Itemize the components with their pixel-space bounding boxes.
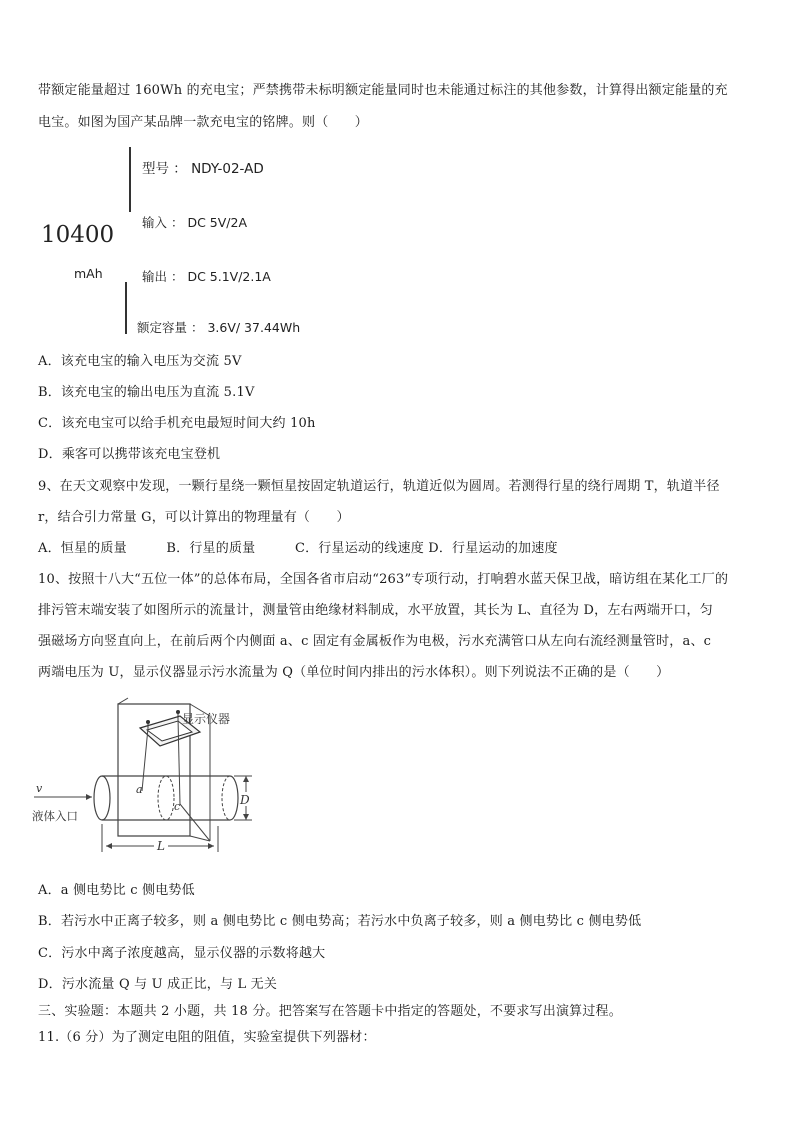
q9-options: A．恒星的质量 B．行星的质量 C．行星运动的线速度 D．行星运动的加速度 xyxy=(38,541,558,556)
q10-stem-line-3: 强磁场方向竖直向上，在前后两个内侧面 a、c 固定有金属板作为电极，污水充满管口从左向右流经测量管时，a、c xyxy=(38,634,712,649)
nameplate-divider-top xyxy=(129,147,131,212)
measuring-pipe xyxy=(94,776,238,820)
velocity-label: v xyxy=(36,782,43,795)
q8-option-d: D．乘客可以携带该充电宝登机 xyxy=(38,447,221,462)
display-instrument-label: 显示仪器 xyxy=(182,712,231,726)
q8-option-b: B．该充电宝的输出电压为直流 5.1V xyxy=(38,385,255,400)
q10-option-c: C．污水中离子浓度越高，显示仪器的示数将越大 xyxy=(38,946,326,961)
q8-option-a: A．该充电宝的输入电压为交流 5V xyxy=(38,354,242,369)
electrode-c-label: c xyxy=(174,800,181,813)
q10-stem-line-2: 排污管末端安装了如图所示的流量计，测量管由绝缘材料制成，水平放置，其长为 L、直径为 D，左右两端开口，匀 xyxy=(38,603,713,618)
flowmeter-figure xyxy=(30,696,260,866)
nameplate-output: 输出 ： DC 5.1V/2.1A xyxy=(142,269,271,284)
q8-option-c: C．该充电宝可以给手机充电最短时间大约 10h xyxy=(38,416,316,431)
q10-option-d: D．污水流量 Q 与 U 成正比，与 L 无关 xyxy=(38,977,278,992)
nameplate-capacity-number: 10400 xyxy=(41,222,115,248)
length-label: L xyxy=(157,839,165,853)
liquid-inlet-label: 液体入口 xyxy=(32,809,78,823)
nameplate-capacity-unit: mAh xyxy=(74,266,103,281)
nameplate-model: 型号 ： NDY-02-AD xyxy=(142,161,264,177)
nameplate-input: 输入 ： DC 5V/2A xyxy=(142,215,247,230)
q9-stem-line-1: 9、在天文观察中发现，一颗行星绕一颗恒星按固定轨道运行，轨道近似为圆周。若测得行星的绕行周期 T，轨道半径 xyxy=(38,479,720,494)
nameplate-divider-bottom xyxy=(125,282,127,334)
q9-stem-line-2: r，结合引力常量 G，可以计算出的物理量有（ ） xyxy=(38,510,350,525)
intro-line-2: 电宝。如图为国产某品牌一款充电宝的铭牌。则（ ） xyxy=(38,115,369,130)
q10-stem-line-4: 两端电压为 U，显示仪器显示污水流量为 Q（单位时间内排出的污水体积）。则下列说法不正确的是（ ） xyxy=(38,665,670,680)
q10-stem-line-1: 10、按照十八大“五位一体”的总体布局，全国各省市启动“263”专项行动，打响碧水蓝天保卫战，暗访组在某化工厂的 xyxy=(38,572,729,587)
electrode-a-label: a xyxy=(136,783,143,796)
diameter-label: D xyxy=(240,793,250,807)
q10-option-a: A．a 侧电势比 c 侧电势低 xyxy=(38,883,195,898)
nameplate-rated-capacity: 额定容量 ： 3.6V/ 37.44Wh xyxy=(137,320,301,335)
section-3-heading: 三、实验题：本题共 2 小题，共 18 分。把答案写在答题卡中指定的答题处，不要求写出演算过程。 xyxy=(38,1004,622,1019)
intro-line-1: 带额定能量超过 160Wh 的充电宝；严禁携带未标明额定能量同时也未能通过标注的其他参数，计算得出额定能量的充 xyxy=(38,83,728,98)
q11-stem: 11.（6 分）为了测定电阻的阻值，实验室提供下列器材： xyxy=(38,1030,376,1045)
q10-option-b: B．若污水中正离子较多，则 a 侧电势比 c 侧电势高；若污水中负离子较多，则 a 侧电势比 c 侧电势低 xyxy=(38,914,642,929)
